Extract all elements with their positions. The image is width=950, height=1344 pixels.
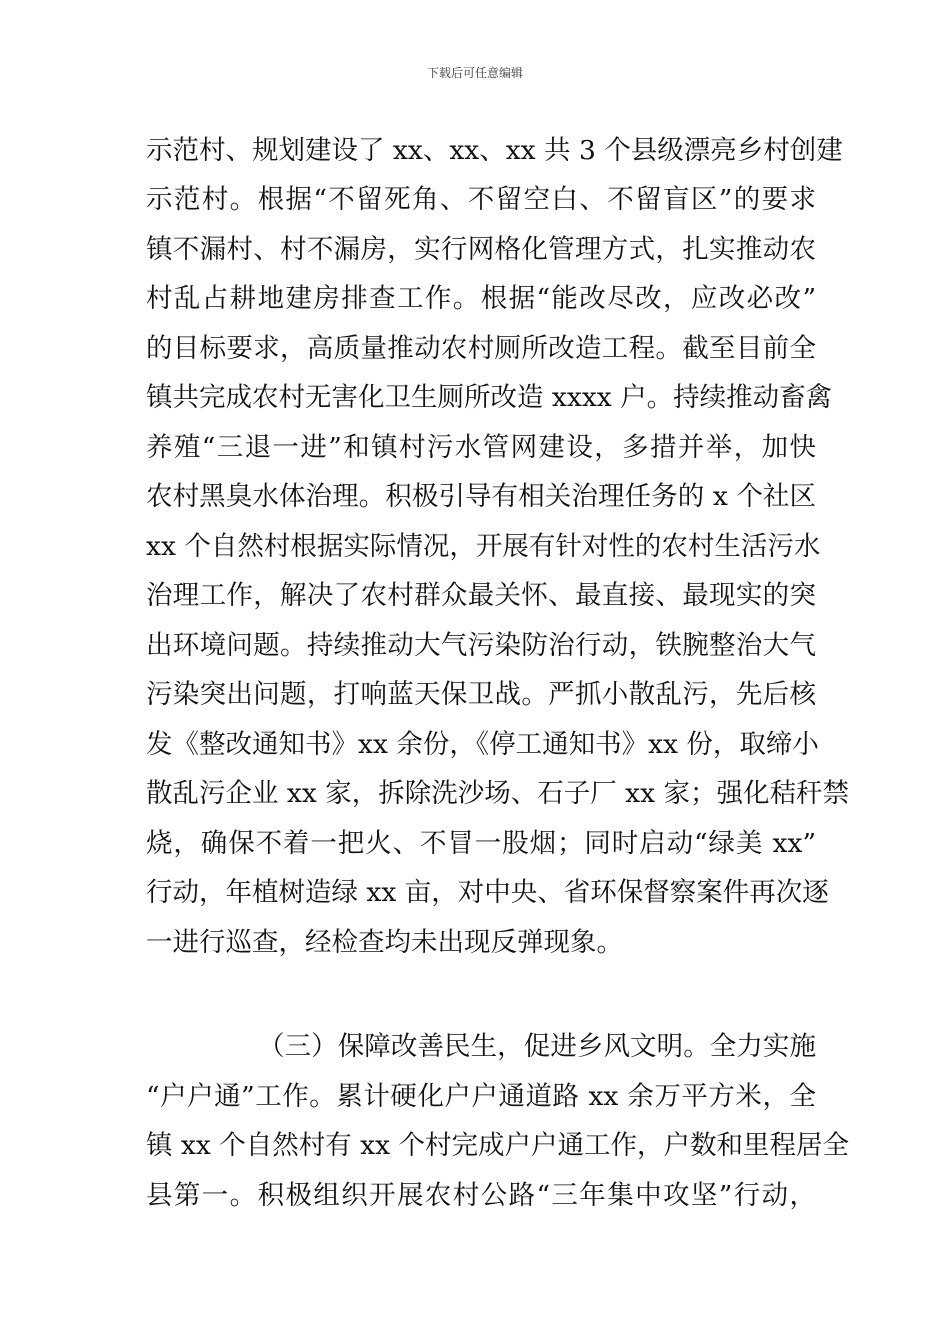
paragraph-line: 镇 xx 个自然村有 xx 个村完成户户通工作，户数和里程居全 bbox=[146, 1130, 849, 1161]
paragraph-line: 镇不漏村、村不漏房，实行网格化管理方式，扎实推动农 bbox=[146, 234, 816, 265]
page-header: 下载后可任意编辑 bbox=[426, 66, 523, 80]
paragraph-line: 的目标要求，高质量推动农村厕所改造工程。截至目前全 bbox=[146, 333, 816, 364]
paragraph-line: 发《整改通知书》xx 余份，《停工通知书》xx 份，取缔小 bbox=[146, 729, 819, 760]
paragraph-line: 示范村。根据“不留死角、不留空白、不留盲区”的要求 bbox=[146, 184, 816, 215]
paragraph-line: 散乱污企业 xx 家，拆除洗沙场、石子厂 xx 家；强化秸秆禁 bbox=[146, 778, 849, 809]
paragraph-line: 县第一。积极组织开展农村公路“三年集中攻坚”行动， bbox=[146, 1180, 816, 1211]
paragraph-line: 村乱占耕地建房排查工作。根据“能改尽改，应改必改” bbox=[146, 283, 816, 314]
paragraph-line: 治理工作，解决了农村群众最关怀、最直接、最现实的突 bbox=[146, 580, 816, 611]
section-heading-line: （三）保障改善民生，促进乡风文明。全力实施 bbox=[258, 1031, 816, 1062]
paragraph-line: 养殖“三退一进”和镇村污水管网建设，多措并举，加快 bbox=[146, 432, 816, 463]
paragraph-line: xx 个自然村根据实际情况，开展有针对性的农村生活污水 bbox=[146, 531, 821, 562]
paragraph-last-line: 一进行巡查，经检查均未出现反弹现象。 bbox=[146, 927, 623, 958]
paragraph-line: 出环境问题。持续推动大气污染防治行动，铁腕整治大气 bbox=[146, 630, 816, 661]
paragraph-line: 镇共完成农村无害化卫生厕所改造 xxxx 户。持续推动畜禽 bbox=[146, 382, 833, 413]
paragraph-line: 污染突出问题，打响蓝天保卫战。严抓小散乱污，先后核 bbox=[146, 679, 816, 710]
paragraph-line: “户户通”工作。累计硬化户户通道路 xx 余万平方米，全 bbox=[146, 1081, 816, 1112]
paragraph-line: 农村黑臭水体治理。积极引导有相关治理任务的 x 个社区 bbox=[146, 481, 816, 512]
paragraph-line: 行动，年植树造绿 xx 亩，对中央、省环保督察案件再次逐 bbox=[146, 877, 829, 908]
paragraph-line: 烧，确保不着一把火、不冒一股烟；同时启动“绿美 xx” bbox=[146, 828, 816, 859]
paragraph-line: 示范村、规划建设了 xx、xx、xx 共 3 个县级漂亮乡村创建 bbox=[146, 135, 843, 166]
